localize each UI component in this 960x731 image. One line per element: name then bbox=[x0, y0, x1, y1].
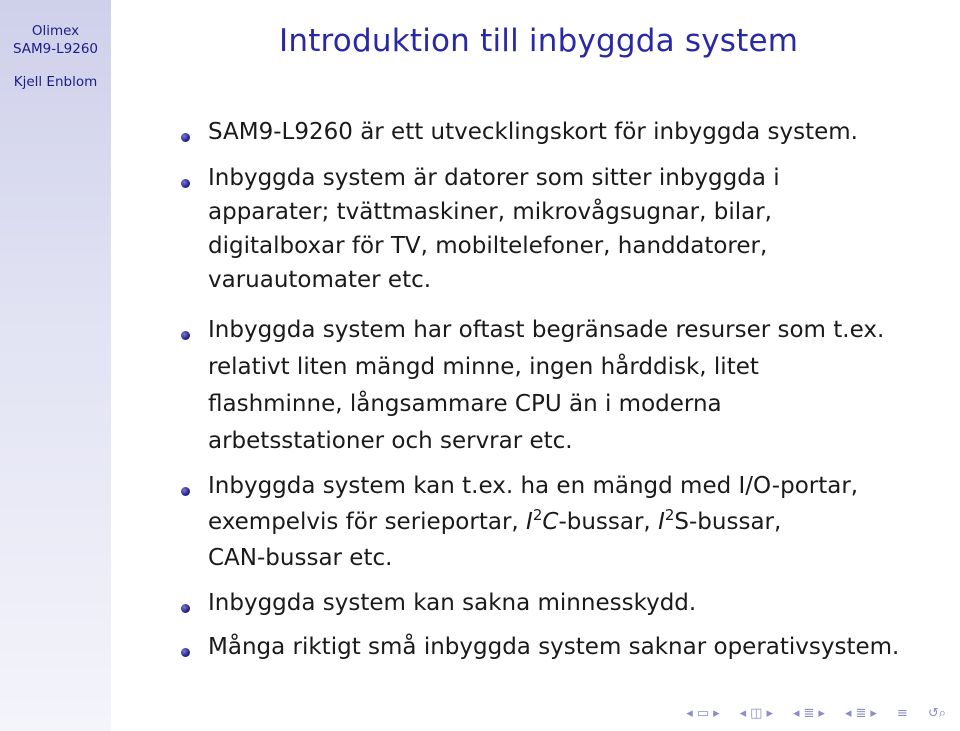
text-segment: S-bussar, bbox=[674, 509, 782, 535]
nav-align-icon[interactable]: ≡ bbox=[896, 705, 908, 721]
slide-title: Introduktion till inbyggda system bbox=[279, 23, 799, 59]
bullet-text: flashminne, långsammare CPU än i moderna bbox=[208, 391, 722, 417]
sidebar-organization[interactable]: Olimex bbox=[31, 23, 80, 39]
bullet-text: arbetsstationer och servrar etc. bbox=[208, 428, 573, 454]
nav-frame-right-icon[interactable]: ▸ bbox=[713, 705, 720, 721]
bullet-text: Inbyggda system kan sakna minnesskydd. bbox=[208, 590, 697, 616]
i2c-c: C bbox=[542, 509, 559, 535]
sidebar-author[interactable]: Kjell Enblom bbox=[13, 74, 98, 90]
sidebar-model[interactable]: SAM9-L9260 bbox=[12, 41, 99, 57]
bullet-text: Inbyggda system är datorer som sitter inbyggda i bbox=[208, 165, 780, 191]
bullet-text: Inbyggda system har oftast begränsade resurser som t.ex. bbox=[208, 317, 885, 343]
bullet-dot-icon bbox=[181, 179, 190, 188]
bullet-text: digitalboxar för TV, mobiltelefoner, handdatorer, bbox=[208, 233, 768, 259]
nav-subsection-left-icon[interactable]: ◂ bbox=[739, 705, 747, 721]
i2c-i: I bbox=[526, 509, 533, 535]
nav-frame-left-icon[interactable]: ◂ bbox=[686, 705, 693, 721]
text-segment: exempelvis för serieportar, bbox=[208, 509, 527, 535]
bullet-text: Många riktigt små inbyggda system saknar operativsystem. bbox=[208, 634, 900, 660]
sidebar bbox=[0, 0, 111, 731]
bullet-dot-icon bbox=[181, 133, 190, 142]
bullet-text: apparater; tvättmaskiner, mikrovågsugnar, bilar, bbox=[208, 199, 772, 225]
bullet-text: relativt liten mängd minne, ingen hårddisk, litet bbox=[208, 354, 759, 380]
nav-frame-icon[interactable]: ▭ bbox=[696, 705, 710, 721]
i2s-superscript: 2 bbox=[664, 506, 675, 524]
nav-subsection-icon[interactable]: ◫ bbox=[750, 705, 763, 721]
bullet-text: Inbyggda system kan t.ex. ha en mängd med I/O-portar, bbox=[208, 473, 859, 499]
bullet-text-with-superscripts bbox=[208, 507, 781, 537]
bullet-text: CAN-bussar etc. bbox=[208, 545, 393, 571]
bullet-dot-icon bbox=[181, 487, 190, 496]
nav-search-icon[interactable]: ↺⌕ bbox=[927, 705, 946, 721]
bullet-text: SAM9-L9260 är ett utvecklingskort för inbyggda system. bbox=[208, 119, 858, 145]
nav-section-left-icon[interactable]: ◂ bbox=[792, 705, 800, 721]
bullet-text: varuautomater etc. bbox=[208, 267, 432, 293]
nav-subsection-right-icon[interactable]: ▸ bbox=[766, 705, 773, 721]
i2c-superscript: 2 bbox=[532, 506, 543, 524]
nav-doc-icon[interactable]: ≣ bbox=[855, 705, 867, 721]
bullet-dot-icon bbox=[181, 648, 190, 657]
beamer-navigation bbox=[686, 703, 946, 723]
bullet-dot-icon bbox=[181, 331, 190, 340]
nav-section-right-icon[interactable]: ▸ bbox=[818, 705, 825, 721]
bullet-dot-icon bbox=[181, 604, 190, 613]
i2s-i: I bbox=[658, 509, 665, 535]
nav-section-icon[interactable]: ≣ bbox=[803, 705, 815, 721]
nav-doc-left-icon[interactable]: ◂ bbox=[844, 705, 852, 721]
text-segment: -bussar, bbox=[558, 509, 659, 535]
nav-doc-right-icon[interactable]: ▸ bbox=[870, 705, 877, 721]
